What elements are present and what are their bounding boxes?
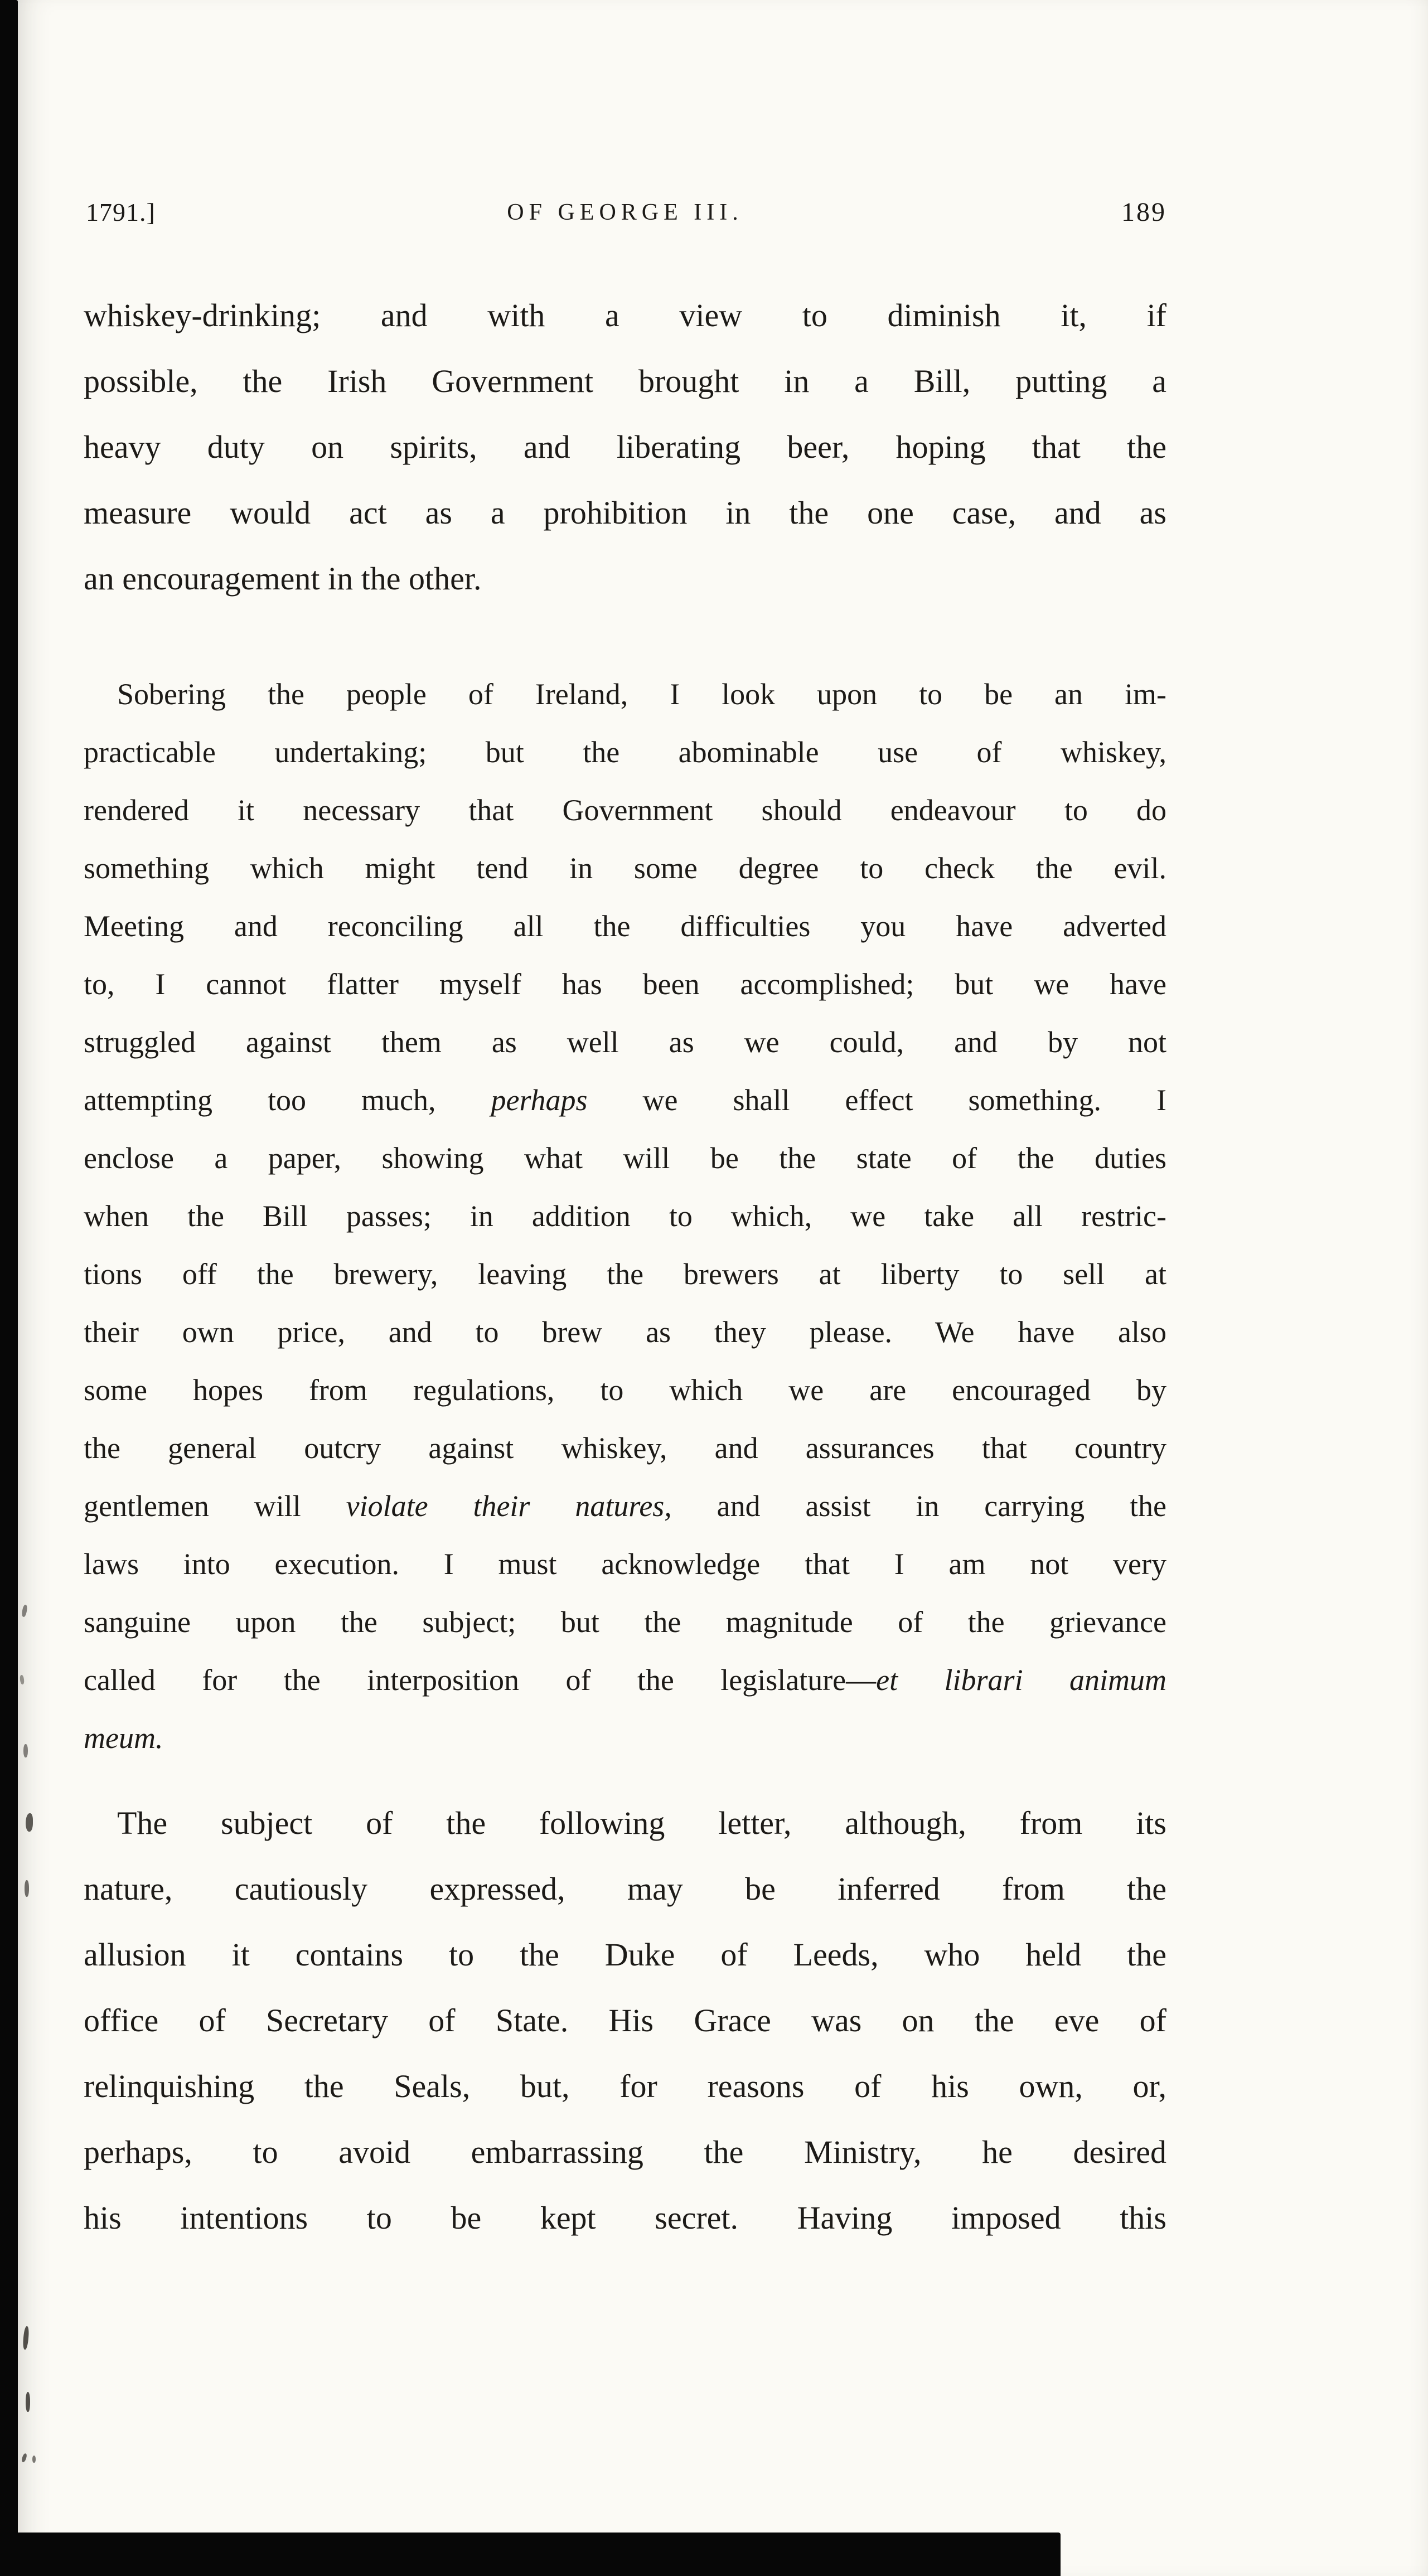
margin-ink-mark — [32, 2456, 36, 2463]
text-line: The subject of the following letter, although, from its — [117, 1805, 1166, 1841]
text-line: when the Bill passes; in addition to which, we take all restric- — [84, 1199, 1166, 1233]
page-content-area — [84, 195, 1166, 2251]
text-line: practicable undertaking; but the abominable use of whiskey, — [84, 735, 1166, 769]
text-line: his intentions to be kept secret. Having imposed this — [84, 2200, 1166, 2236]
text-line: to, I cannot flatter myself has been accomplished; but we have — [84, 967, 1166, 1001]
margin-ink-mark — [21, 2453, 28, 2462]
text-line: called for the interposition of the legislature—et librari animum — [84, 1663, 1166, 1697]
scan-edge-bar-bottom — [0, 2533, 1061, 2576]
text-line: heavy duty on spirits, and liberating beer, hoping that the — [84, 429, 1166, 465]
text-line: something which might tend in some degree to check the evil. — [84, 851, 1166, 885]
text-line: relinquishing the Seals, but, for reasons of his own, or, — [84, 2068, 1166, 2104]
text-line: meum. — [84, 1721, 163, 1755]
margin-ink-mark — [21, 1604, 28, 1617]
text-line: tions off the brewery, leaving the brewers at liberty to sell at — [84, 1257, 1166, 1291]
margin-ink-mark — [20, 1675, 25, 1685]
text-line: measure would act as a prohibition in the one case, and as — [84, 495, 1166, 531]
text-line: the general outcry against whiskey, and assurances that country — [84, 1431, 1166, 1465]
letter-excerpt-paragraph — [84, 665, 1166, 1767]
text-line: enclose a paper, showing what will be the state of the duties — [84, 1141, 1166, 1175]
text-line: sanguine upon the subject; but the magnitude of the grievance — [84, 1605, 1166, 1639]
margin-ink-mark — [23, 1744, 28, 1757]
text-line: their own price, and to brew as they please. We have also — [84, 1315, 1166, 1349]
text-line: whiskey-drinking; and with a view to diminish it, if — [84, 297, 1166, 333]
text-line: rendered it necessary that Government should endeavour to do — [84, 793, 1166, 827]
text-line: nature, cautiously expressed, may be inferred from the — [84, 1871, 1166, 1907]
text-line: perhaps, to avoid embarrassing the Ministry, he desired — [84, 2134, 1166, 2170]
text-line: struggled against them as well as we could, and by not — [84, 1025, 1166, 1059]
running-header — [84, 195, 1166, 230]
text-line: an encouragement in the other. — [84, 560, 482, 597]
margin-ink-mark — [22, 2326, 30, 2350]
margin-ink-mark — [25, 1880, 29, 1897]
text-line: some hopes from regulations, to which we are encouraged by — [84, 1373, 1166, 1407]
scan-edge-bar-left — [0, 0, 18, 2576]
text-line: office of Secretary of State. His Grace was on the eve of — [84, 2002, 1166, 2038]
header-year-marker: 1791.] — [86, 198, 156, 226]
text-line: gentlemen will violate their natures, and assist in carrying the — [84, 1489, 1166, 1523]
text-line: Meeting and reconciling all the difficulties you have adverted — [84, 909, 1166, 943]
margin-ink-mark — [26, 2392, 30, 2412]
text-line: attempting too much, perhaps we shall effect something. I — [84, 1083, 1166, 1117]
margin-ink-mark — [26, 1813, 33, 1832]
intro-paragraph — [84, 283, 1166, 612]
page-number: 189 — [1121, 197, 1166, 227]
commentary-paragraph — [84, 1790, 1166, 2251]
page-body-text — [84, 283, 1166, 2251]
text-line: Sobering the people of Ireland, I look upon to be an im- — [117, 677, 1166, 711]
header-book-title: OF GEORGE III. — [507, 200, 743, 225]
text-line: laws into execution. I must acknowledge that I am not very — [84, 1547, 1166, 1581]
text-line: allusion it contains to the Duke of Leeds, who held the — [84, 1936, 1166, 1973]
text-line: possible, the Irish Government brought in a Bill, putting a — [84, 363, 1166, 399]
